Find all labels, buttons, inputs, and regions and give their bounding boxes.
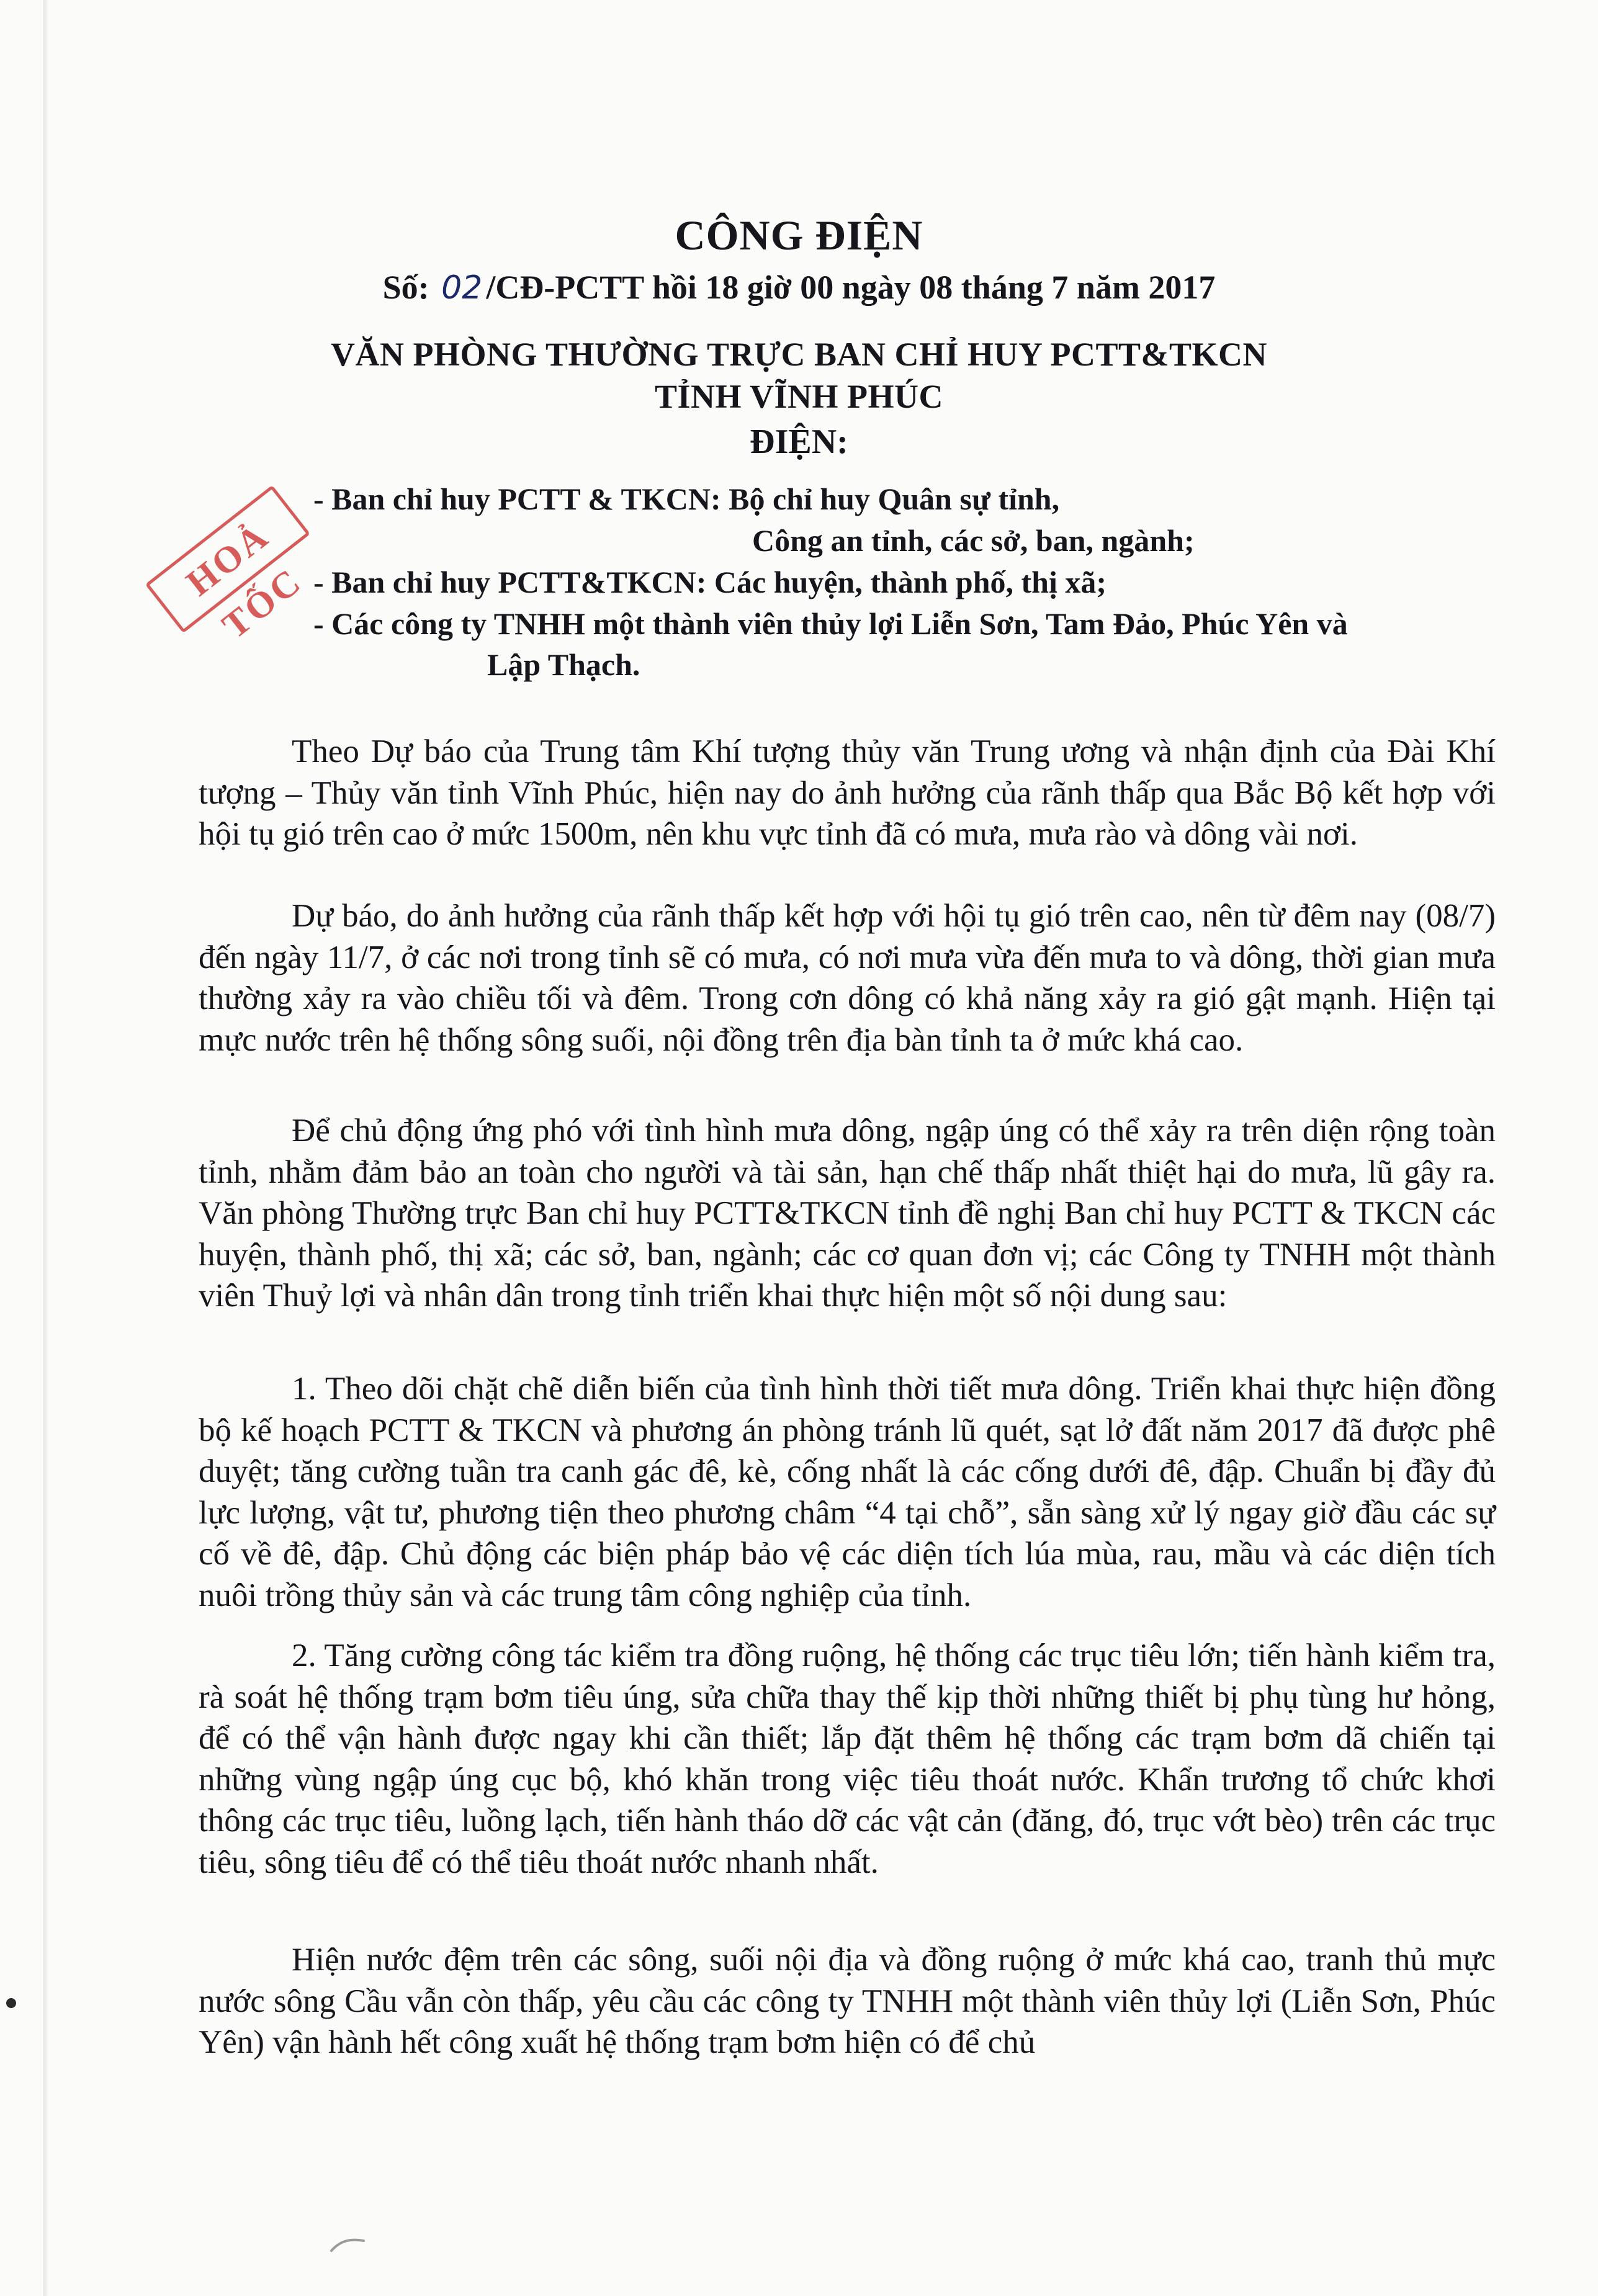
handwritten-number: 02 [441, 269, 483, 307]
urgent-stamp-text: HOẢ TỐC [145, 485, 310, 634]
recipient-line: - Ban chỉ huy PCTT & TKCN: Bộ chỉ huy Quân sự tỉnh, [313, 482, 1060, 516]
pen-mark [329, 2237, 366, 2254]
issuer-line-1: VĂN PHÒNG THƯỜNG TRỰC BAN CHỈ HUY PCTT&TKCN [330, 336, 1268, 373]
body-paragraph-item-1: 1. Theo dõi chặt chẽ diễn biến của tình hình thời tiết mưa dông. Triển khai thực hiện đồng bộ kế hoạch PCTT & TKCN và phương án phòng tránh lũ quét, sạt lở đất năm 2017 đã được phê duyệt; tăng cường tuần tra canh gác đê, kè, cống nhất là các cống dưới đê, đập. Chuẩn bị đầy đủ lực lượng, vật tư, phương tiện theo phương châm “4 tại chỗ”, sẵn sàng xử lý ngay giờ đầu các sự cố về đê, đập. Chủ động các biện pháp bảo vệ các diện tích lúa mùa, rau, mầu và các diện tích nuôi trồng thủy sản và các trung tâm công nghiệp của tỉnh. [199, 1371, 1496, 1613]
recipient-line: Lập Thạch. [487, 647, 640, 682]
scan-speck [6, 1998, 16, 2008]
document-number-line [0, 268, 1598, 307]
urgent-stamp [137, 475, 321, 648]
body-paragraph-1: Theo Dự báo của Trung tâm Khí tượng thủy văn Trung ương và nhận định của Đài Khí tượng – Thủy văn tỉnh Vĩnh Phúc, hiện nay do ảnh hưởng của rãnh thấp qua Bắc Bộ kết hợp với hội tụ gió trên cao ở mức 1500m, nên khu vực tỉnh đã có mưa, mưa rào và dông vài nơi. [199, 733, 1496, 852]
number-prefix: Số: [382, 269, 429, 306]
recipient-line: - Các công ty TNHH một thành viên thủy lợi Liễn Sơn, Tam Đảo, Phúc Yên và [313, 606, 1348, 641]
body-paragraph-2: Dự báo, do ảnh hưởng của rãnh thấp kết hợp với hội tụ gió trên cao, nên từ đêm nay (08/7) đến ngày 11/7, ở các nơi trong tỉnh sẽ có mưa, có nơi mưa vừa đến mưa to và dông, thời gian mưa thường xảy ra vào chiều tối và đêm. Trong cơn dông có khả năng xảy ra gió gật mạnh. Hiện tại mực nước trên hệ thống sông suối, nội đồng trên địa bàn tỉnh ta ở mức khá cao. [199, 898, 1496, 1058]
body-paragraph-3: Để chủ động ứng phó với tình hình mưa dông, ngập úng có thể xảy ra trên diện rộng toàn tỉnh, nhằm đảm bảo an toàn cho người và tài sản, hạn chế thấp nhất thiệt hại do mưa, lũ gây ra. Văn phòng Thường trực Ban chỉ huy PCTT&TKCN tỉnh đề nghị Ban chỉ huy PCTT & TKCN các huyện, thành phố, thị xã; các sở, ban, ngành; các cơ quan đơn vị; các Công ty TNHH một thành viên Thuỷ lợi và nhân dân trong tỉnh triển khai thực hiện một số nội dung sau: [199, 1113, 1496, 1314]
body-paragraph-item-2: 2. Tăng cường công tác kiểm tra đồng ruộng, hệ thống các trục tiêu lớn; tiến hành kiểm tra, rà soát hệ thống trạm bơm tiêu úng, sửa chữa thay thế kịp thời những thiết bị phụ tùng hư hỏng, để có thể vận hành được ngay khi cần thiết; lắp đặt thêm hệ thống các trạm bơm dã chiến tại những vùng ngập úng cục bộ, khó khăn trong việc tiêu thoát nước. Khẩn trương tổ chức khơi thông các trục tiêu, luồng lạch, tiến hành tháo dỡ các vật cản (đăng, đó, trục vớt bèo) trên các trục tiêu, sông tiêu để có thể tiêu thoát nước nhanh nhất. [199, 1638, 1496, 1880]
number-suffix: /CĐ-PCTT hồi 18 giờ 00 ngày 08 tháng 7 năm 2017 [486, 269, 1216, 306]
dien-label: ĐIỆN: [750, 423, 848, 461]
document-title: CÔNG ĐIỆN [675, 212, 923, 259]
issuer-line-2: TỈNH VĨNH PHÚC [654, 378, 944, 415]
recipient-line: Công an tỉnh, các sở, ban, ngành; [752, 523, 1195, 558]
body-paragraph-4: Hiện nước đệm trên các sông, suối nội địa và đồng ruộng ở mức khá cao, tranh thủ mực nước sông Cầu vẫn còn thấp, yêu cầu các công ty TNHH một thành viên thủy lợi (Liễn Sơn, Phúc Yên) vận hành hết công xuất hệ thống trạm bơm hiện có để chủ [199, 1942, 1496, 2060]
recipient-line: - Ban chỉ huy PCTT&TKCN: Các huyện, thành phố, thị xã; [313, 565, 1107, 599]
